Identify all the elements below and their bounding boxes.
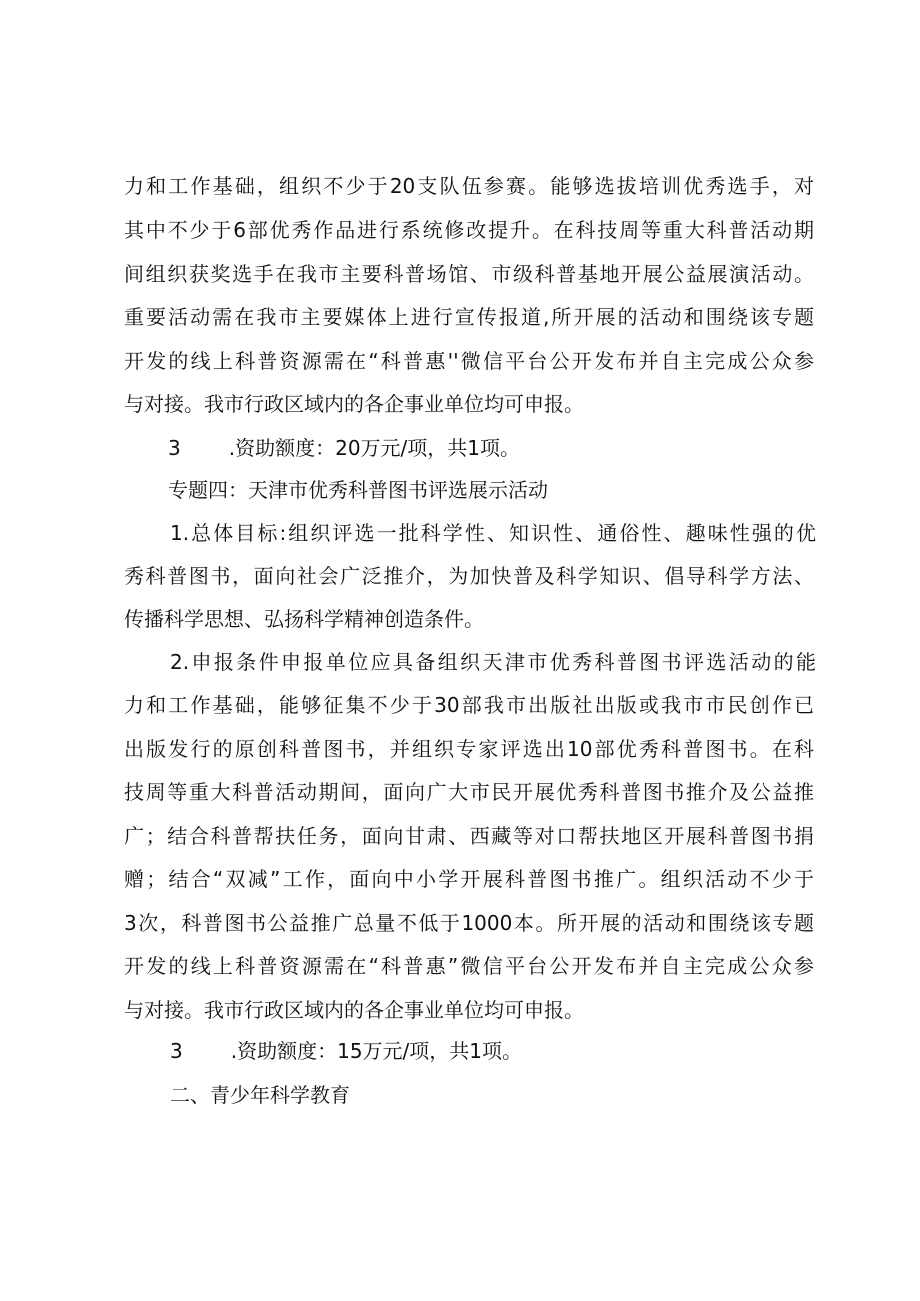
paragraph-line: 广；结合科普帮扶任务，面向甘肃、西藏等对口帮扶地区开展科普图书捐	[124, 824, 814, 848]
paragraph-line: 2.申报条件申报单位应具备组织天津市优秀科普图书评选活动的能	[170, 650, 816, 674]
paragraph-line: 力和工作基础，组织不少于20支队伍参赛。能够选拔培训优秀选手，对	[124, 174, 814, 198]
paragraph-line: 传播科学思想、弘扬科学精神创造条件。	[124, 607, 484, 631]
paragraph-line: 出版发行的原创科普图书，并组织专家评选出10部优秀科普图书。在科	[124, 737, 814, 761]
funding-line	[168, 428, 858, 468]
paragraph-line: 技周等重大科普活动期间，面向广大市民开展优秀科普图书推介及公益推	[124, 780, 814, 804]
list-number: 3	[168, 436, 181, 460]
paragraph-line: 力和工作基础，能够征集不少于30部我市出版社出版或我市市民创作已	[124, 693, 814, 717]
funding-line	[170, 1031, 860, 1071]
paragraph-line: 与对接。我市行政区域内的各企事业单位均可申报。	[124, 998, 584, 1022]
paragraph-line: 重要活动需在我市主要媒体上进行宣传报道,所开展的活动和围绕该专题	[124, 305, 814, 329]
paragraph-line: 赠；结合“双减”工作，面向中小学开展科普图书推广。组织活动不少于	[124, 867, 814, 891]
paragraph-line: 秀科普图书，面向社会广泛推介，为加快普及科学知识、倡导科学方法、	[124, 564, 814, 588]
paragraph-line: 开发的线上科普资源需在“科普惠''微信平台公开发布并自主完成公众参	[124, 349, 814, 373]
funding-text: .资助额度：15万元/项，共1项。	[230, 1039, 523, 1063]
section-heading: 专题四：天津市优秀科普图书评选展示活动	[168, 478, 548, 502]
paragraph-line: 其中不少于6部优秀作品进行系统修改提升。在科技周等重大科普活动期	[124, 218, 814, 242]
list-number: 3	[170, 1039, 183, 1063]
paragraph-line: 3次，科普图书公益推广总量不低于1000本。所开展的活动和围绕该专题	[124, 911, 814, 935]
paragraph-line: 开发的线上科普资源需在“科普惠”微信平台公开发布并自主完成公众参	[124, 954, 814, 978]
paragraph-line: 间组织获奖选手在我市主要科普场馆、市级科普基地开展公益展演活动。	[124, 262, 814, 286]
paragraph-line: 1.总体目标:组织评选一批科学性、知识性、通俗性、趣味性强的优	[170, 521, 816, 545]
section-heading: 二、青少年科学教育	[170, 1083, 350, 1107]
funding-text: .资助额度：20万元/项，共1项。	[228, 436, 521, 460]
paragraph-line: 与对接。我市行政区域内的各企事业单位均可申报。	[124, 392, 584, 416]
